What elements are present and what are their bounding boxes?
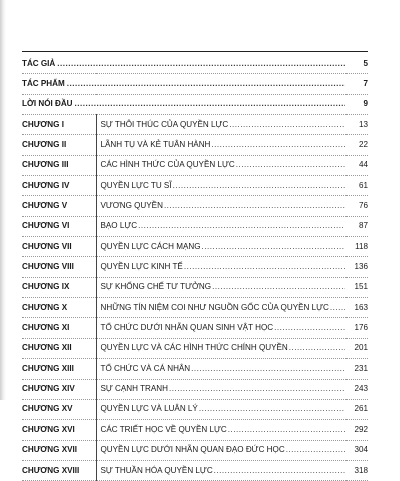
chapter-number: CHƯƠNG XIII <box>22 359 96 379</box>
dot-leader <box>191 365 345 373</box>
dot-leader <box>164 202 345 210</box>
chapter-title: SỰ THÔI THÚC CỦA QUYỀN LỰC <box>100 119 229 129</box>
chapter-number: CHƯƠNG VI <box>22 216 96 236</box>
chapter-title: NHỮNG TÍN NIỆM COI NHƯ NGUỒN GỐC CỦA QUYỀN LỰC <box>100 302 329 312</box>
toc-row-chapter[interactable] <box>22 196 368 216</box>
dot-leader <box>289 344 345 352</box>
chapter-number: CHƯƠNG XV <box>22 399 96 419</box>
chapter-number: CHƯƠNG II <box>22 135 96 155</box>
chapter-number: CHƯƠNG I <box>22 115 96 135</box>
chapter-title: QUYỀN LỰC CÁCH MẠNG <box>100 241 201 251</box>
chapter-title: SỰ KHỐNG CHẾ TƯ TƯỞNG <box>100 282 212 292</box>
chapter-number: CHƯƠNG XII <box>22 338 96 358</box>
chapter-number: CHƯƠNG III <box>22 155 96 175</box>
page-edge-shadow <box>0 0 6 400</box>
toc-page-number: 61 <box>346 176 368 196</box>
dot-leader <box>214 467 345 475</box>
dot-leader <box>75 100 345 108</box>
toc-page-number: 44 <box>346 155 368 175</box>
toc-page-number: 87 <box>346 216 368 236</box>
toc-page-number: 176 <box>346 318 368 338</box>
toc-page-number: 136 <box>346 257 368 277</box>
toc-row-chapter[interactable] <box>22 257 368 277</box>
chapter-title: QUYỀN LỰC VÀ LUÂN LÝ <box>100 404 198 414</box>
chapter-title: QUYỀN LỰC KINH TẾ <box>100 262 183 272</box>
dot-leader <box>229 121 345 129</box>
chapter-number: CHƯƠNG VII <box>22 237 96 257</box>
chapter-title: CÁC HÌNH THỨC CỦA QUYỀN LỰC <box>100 160 235 170</box>
chapter-number: CHƯƠNG XVI <box>22 420 96 440</box>
dot-leader <box>212 283 345 291</box>
dot-leader <box>199 405 345 413</box>
toc-row-chapter[interactable] <box>22 135 368 155</box>
chapter-number: CHƯƠNG XVII <box>22 440 96 460</box>
toc-row-front-matter[interactable] <box>22 54 368 74</box>
toc-page-number: 118 <box>346 237 368 257</box>
dot-leader <box>228 426 345 434</box>
toc-entry-title: LỜI NÓI ĐẦU <box>22 99 73 109</box>
toc-page-number: 7 <box>346 74 368 94</box>
toc-row-chapter[interactable] <box>22 216 368 236</box>
toc-page-number: 243 <box>346 379 368 399</box>
toc-entry-title: TÁC PHẨM <box>22 78 65 88</box>
dot-leader <box>57 60 345 68</box>
toc-page-number: 231 <box>346 359 368 379</box>
toc-row-chapter[interactable] <box>22 115 368 135</box>
chapter-number: CHƯƠNG IX <box>22 277 96 297</box>
toc-row-front-matter[interactable] <box>22 74 368 94</box>
chapter-number: CHƯƠNG IV <box>22 176 96 196</box>
toc-entry-title: TÁC GIẢ <box>22 58 56 68</box>
toc-page-number: 261 <box>346 399 368 419</box>
chapter-number: CHƯƠNG XI <box>22 318 96 338</box>
chapter-title: CÁC TRIẾT HỌC VỀ QUYỀN LỰC <box>100 424 227 434</box>
toc-row-chapter[interactable] <box>22 359 368 379</box>
chapter-title: SỰ THUẦN HÓA QUYỀN LỰC <box>100 465 213 475</box>
chapter-title: TỔ CHỨC DƯỚI NHÃN QUAN SINH VẬT HỌC <box>100 323 274 333</box>
toc-page-number: 5 <box>346 54 368 74</box>
chapter-title: QUYỀN LỰC VÀ CÁC HÌNH THỨC CHÍNH QUYỀN <box>100 343 288 353</box>
dot-leader <box>211 141 345 149</box>
toc-row-chapter[interactable] <box>22 420 368 440</box>
toc-row-chapter[interactable] <box>22 277 368 297</box>
toc-row-chapter[interactable] <box>22 176 368 196</box>
toc-row-chapter[interactable] <box>22 440 368 460</box>
dot-leader <box>330 304 345 312</box>
toc-row-chapter[interactable] <box>22 460 368 480</box>
table-of-contents <box>22 54 368 481</box>
dot-leader <box>138 222 345 230</box>
toc-row-front-matter[interactable] <box>22 94 368 114</box>
toc-row-chapter[interactable] <box>22 155 368 175</box>
toc-page-number: 22 <box>346 135 368 155</box>
toc-page-number: 304 <box>346 440 368 460</box>
toc-page-number: 9 <box>346 94 368 114</box>
dot-leader <box>184 263 345 271</box>
chapter-number: CHƯƠNG XVIII <box>22 460 96 480</box>
toc-row-chapter[interactable] <box>22 237 368 257</box>
chapter-title: LÃNH TỤ VÀ KẺ TUÂN HÀNH <box>100 140 211 149</box>
toc-page-number: 13 <box>346 115 368 135</box>
dot-leader <box>173 182 345 190</box>
chapter-number: CHƯƠNG X <box>22 298 96 318</box>
toc-page-number: 201 <box>346 338 368 358</box>
toc-row-chapter[interactable] <box>22 338 368 358</box>
toc-row-chapter[interactable] <box>22 399 368 419</box>
chapter-number: CHƯƠNG VIII <box>22 257 96 277</box>
toc-page-number: 163 <box>346 298 368 318</box>
chapter-title: BẠO LỰC <box>100 221 138 231</box>
dot-leader <box>169 385 345 393</box>
chapter-title: QUYỀN LỰC TU SĨ <box>100 180 172 190</box>
dot-leader <box>274 324 345 332</box>
toc-page-number: 292 <box>346 420 368 440</box>
chapter-number: CHƯƠNG XIV <box>22 379 96 399</box>
dot-leader <box>67 80 345 88</box>
toc-page-number: 76 <box>346 196 368 216</box>
toc-row-chapter[interactable] <box>22 298 368 318</box>
toc-row-chapter[interactable] <box>22 379 368 399</box>
toc-page-number: 318 <box>346 460 368 480</box>
chapter-number: CHƯƠNG V <box>22 196 96 216</box>
dot-leader <box>286 446 345 454</box>
chapter-title: QUYỀN LỰC DƯỚI NHÃN QUAN ĐẠO ĐỨC HỌC <box>100 445 285 455</box>
chapter-title: TỔ CHỨC VÀ CÁ NHÂN <box>100 363 191 373</box>
toc-row-chapter[interactable] <box>22 318 368 338</box>
toc-top-rule <box>22 51 368 52</box>
toc-page-number: 151 <box>346 277 368 297</box>
chapter-title: SỰ CẠNH TRANH <box>100 384 168 394</box>
dot-leader <box>202 243 346 251</box>
chapter-title: VƯƠNG QUYỀN <box>100 201 163 211</box>
dot-leader <box>236 161 345 169</box>
